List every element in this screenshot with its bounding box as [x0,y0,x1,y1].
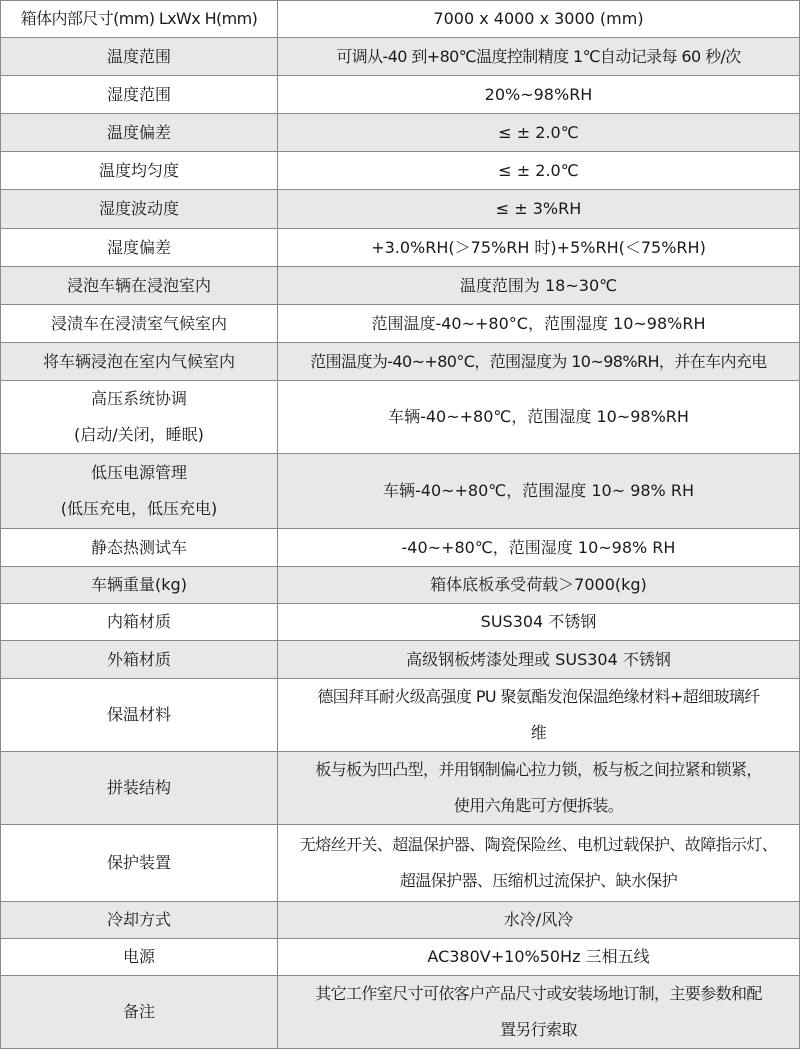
row-label: 温度偏差 [1,114,278,152]
table-row [1,825,800,902]
row-label: 湿度波动度 [1,190,278,229]
row-value: 车辆-40~+80℃，范围湿度 10~ 98% RH [278,454,800,529]
row-value [278,679,800,752]
row-value: ≤ ± 2.0℃ [278,152,800,190]
row-label-line: (启动/关闭，睡眠) [74,425,204,444]
row-value [278,976,800,1049]
table-row [1,305,800,343]
row-value: ≤ ± 3%RH [278,190,800,229]
row-label: 静态热测试车 [1,529,278,567]
table-row [1,567,800,604]
row-value-line: 超温保护器、压缩机过流保护、缺水保护 [399,871,678,890]
table-row [1,679,800,752]
row-value: +3.0%RH(＞75%RH 时)+5%RH(＜75%RH) [278,229,800,267]
row-label-line: 低压电源管理 [90,463,187,482]
row-value-line: 无熔丝开关、超温保护器、陶瓷保险丝、电机过载保护、故障指示灯、 [299,835,778,854]
row-label: 湿度范围 [1,76,278,114]
row-label: 外箱材质 [1,641,278,679]
row-value: 车辆-40~+80℃，范围湿度 10~98%RH [278,381,800,454]
table-row [1,641,800,679]
row-label-line: 高压系统协调 [90,389,187,408]
table-row [1,38,800,76]
row-value: AC380V+10%50Hz 三相五线 [278,939,800,976]
row-value: 可调从-40 到+80℃温度控制精度 1℃自动记录每 60 秒/次 [278,38,800,76]
row-value: SUS304 不锈钢 [278,604,800,641]
row-value: 范围温度-40~+80°C，范围湿度 10~98%RH [278,305,800,343]
row-value: 20%~98%RH [278,76,800,114]
row-label: 温度均匀度 [1,152,278,190]
row-label: 拼装结构 [1,752,278,825]
row-label: 电源 [1,939,278,976]
table-row [1,529,800,567]
row-value: ≤ ± 2.0℃ [278,114,800,152]
row-label: 内箱材质 [1,604,278,641]
row-label: 浸渍车在浸渍室气候室内 [1,305,278,343]
row-label: 箱体内部尺寸(mm) LxWx H(mm) [1,1,278,38]
row-label: 冷却方式 [1,902,278,939]
table-row [1,454,800,529]
row-value [278,752,800,825]
row-value: 范围温度为-40~+80°C，范围湿度为 10~98%RH，并在车内充电 [278,343,800,381]
row-label: 备注 [1,976,278,1049]
row-value: 7000 x 4000 x 3000 (mm) [278,1,800,38]
row-label: 将车辆浸泡在室内气候室内 [1,343,278,381]
row-label: 车辆重量(kg) [1,567,278,604]
row-label: 保护装置 [1,825,278,902]
table-row [1,114,800,152]
row-value-line: 板与板为凹凸型，并用钢制偏心拉力锁，板与板之间拉紧和锁紧， [315,760,762,779]
table-row [1,152,800,190]
row-value: 水冷/风冷 [278,902,800,939]
row-label-line: (低压充电，低压充电) [60,499,218,518]
table-row [1,76,800,114]
table-row [1,381,800,454]
row-label: 湿度偏差 [1,229,278,267]
row-label: 温度范围 [1,38,278,76]
table-row [1,267,800,305]
row-value: -40~+80℃，范围湿度 10~98% RH [278,529,800,567]
row-value: 箱体底板承受荷载＞7000(kg) [278,567,800,604]
row-value-line: 置另行索取 [499,1020,577,1039]
table-row [1,976,800,1049]
row-value-line: 其它工作室尺寸可依客户产品尺寸或安装场地订制，主要参数和配 [315,984,762,1003]
table-row [1,229,800,267]
table-row [1,343,800,381]
row-value-line: 使用六角匙可方便拆装。 [453,796,624,815]
table-row [1,752,800,825]
row-value-line: 维 [530,723,547,742]
row-value: 高级钢板烤漆处理或 SUS304 不锈钢 [278,641,800,679]
table-row [1,902,800,939]
table-row [1,190,800,229]
row-value: 温度范围为 18~30℃ [278,267,800,305]
table-row [1,604,800,641]
row-label: 浸泡车辆在浸泡室内 [1,267,278,305]
row-value [278,825,800,902]
table-row [1,939,800,976]
row-label [1,454,278,529]
table-row [1,1,800,38]
row-value-line: 德国拜耳耐火级高强度 PU 聚氨酯发泡保温绝缘材料+超细玻璃纤 [317,687,760,706]
row-label [1,381,278,454]
row-label: 保温材料 [1,679,278,752]
